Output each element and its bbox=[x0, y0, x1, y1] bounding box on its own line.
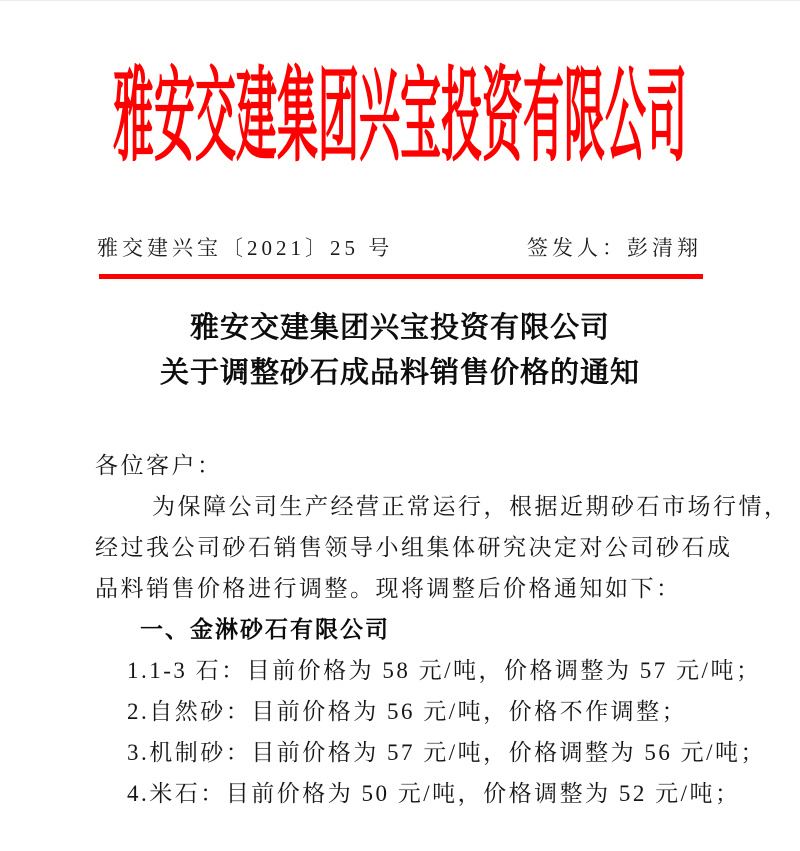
issuer-name: 彭清翔 bbox=[627, 236, 702, 260]
red-separator-rule bbox=[99, 274, 703, 279]
issuer-label: 签发人： bbox=[527, 236, 627, 260]
price-item-3: 3.机制砂：目前价格为 57 元/吨，价格调整为 56 元/吨； bbox=[127, 740, 767, 765]
paragraph-line: 经过我公司砂石销售领导小组集体研究决定对公司砂石成 bbox=[95, 535, 733, 560]
masthead-company-title: 雅安交建集团兴宝投资有限公司 bbox=[113, 58, 687, 174]
section-heading: 一、金淋砂石有限公司 bbox=[140, 616, 390, 642]
doc-meta-row bbox=[97, 232, 702, 262]
notice-body bbox=[95, 445, 790, 814]
price-item-4: 4.米石：目前价格为 50 元/吨，价格调整为 52 元/吨； bbox=[127, 781, 741, 806]
issuer bbox=[527, 232, 702, 262]
salutation: 各位客户： bbox=[95, 453, 223, 478]
masthead bbox=[0, 58, 800, 211]
doc-number: 雅交建兴宝〔2021〕25 号 bbox=[97, 236, 394, 260]
price-item-2: 2.自然砂：目前价格为 56 元/吨，价格不作调整； bbox=[127, 699, 688, 724]
notice-title-line1: 雅安交建集团兴宝投资有限公司 bbox=[189, 312, 610, 344]
notice-title-line2: 关于调整砂石成品料销售价格的通知 bbox=[159, 357, 640, 389]
paragraph-line: 品料销售价格进行调整。现将调整后价格通知如下： bbox=[95, 576, 682, 601]
paragraph-line: 为保障公司生产经营正常运行，根据近期砂石市场行情， bbox=[152, 494, 790, 519]
price-item-1: 1.1-3 石：目前价格为 58 元/吨，价格调整为 57 元/吨； bbox=[127, 658, 762, 683]
notice-title bbox=[0, 306, 800, 396]
